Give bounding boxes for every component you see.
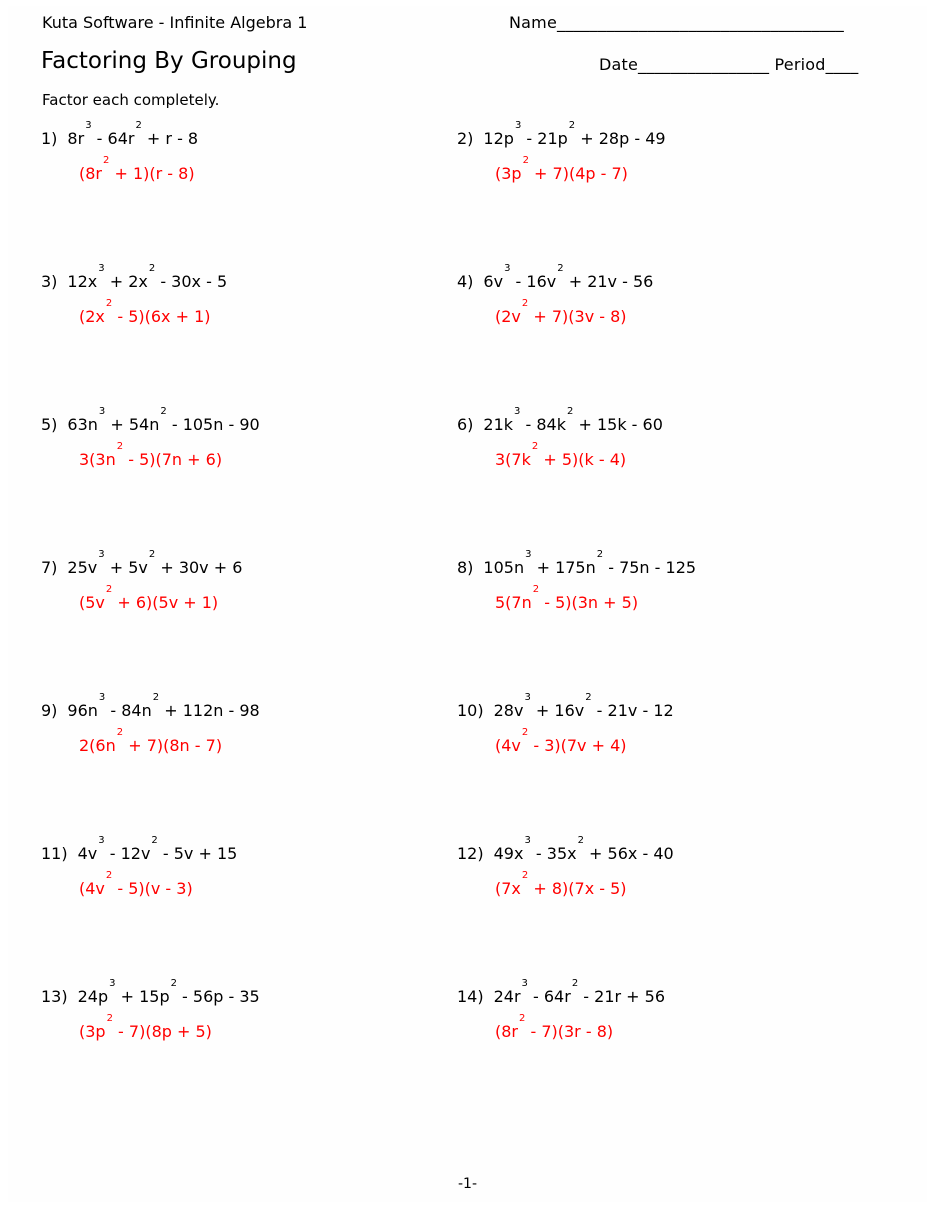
term: - 5)(6x + 1) (112, 307, 211, 326)
problem-14 (457, 978, 666, 1006)
problem-8 (457, 549, 697, 577)
problem-expression (67, 263, 228, 291)
exponent: 2 (531, 441, 539, 452)
term: + 15p (115, 987, 170, 1006)
answer-5 (79, 441, 223, 469)
term: - 30x - 5 (155, 272, 228, 291)
answer-9 (79, 727, 223, 755)
answer-14 (495, 1013, 614, 1041)
term: - 5v + 15 (157, 844, 238, 863)
answer-4 (495, 298, 627, 326)
term: 6v (483, 272, 504, 291)
term: + 5v (104, 558, 148, 577)
term: 3(7k (495, 450, 531, 469)
exponent: 3 (514, 406, 521, 417)
exponent: 2 (557, 263, 564, 274)
term: 105n (483, 558, 525, 577)
answer-13 (79, 1013, 212, 1041)
term: + 8)(7x - 5) (528, 879, 627, 898)
term: - 64r (91, 129, 135, 148)
term: + 112n - 98 (159, 701, 260, 720)
exponent: 2 (116, 441, 124, 452)
term: - 5)(3n + 5) (539, 593, 639, 612)
term: - 5)(7n + 6) (123, 450, 223, 469)
term: (3p (495, 164, 522, 183)
term: - 35x (530, 844, 577, 863)
term: - 21v - 12 (591, 701, 674, 720)
problem-number: 13) (41, 987, 68, 1006)
problem-11 (41, 835, 238, 863)
exponent: 3 (98, 835, 105, 846)
term: - 5)(v - 3) (112, 879, 193, 898)
exponent: 2 (571, 978, 579, 989)
term: + 175n (531, 558, 596, 577)
problem-expression (67, 406, 260, 434)
exponent: 3 (504, 263, 511, 274)
problem-number: 4) (457, 272, 474, 291)
problem-number: 9) (41, 701, 58, 720)
problem-expression (493, 692, 674, 720)
term: + 56x - 40 (583, 844, 674, 863)
problem-expression (77, 978, 260, 1006)
problem-9 (41, 692, 260, 720)
term: - 75n - 125 (603, 558, 697, 577)
term: + 16v (530, 701, 585, 720)
term: 24r (493, 987, 521, 1006)
problem-number: 2) (457, 129, 474, 148)
term: + 30v + 6 (155, 558, 243, 577)
problem-10 (457, 692, 674, 720)
problem-expression (483, 120, 666, 148)
term: 25v (67, 558, 98, 577)
term: 2(6n (79, 736, 116, 755)
term: 28v (493, 701, 524, 720)
term: + 54n (105, 415, 160, 434)
term: - 21r + 56 (578, 987, 666, 1006)
exponent: 3 (524, 835, 531, 846)
problem-expression (67, 549, 243, 577)
term: + 6)(5v + 1) (112, 593, 219, 612)
exponent: 2 (148, 549, 156, 560)
worksheet-title: Factoring By Grouping (41, 48, 297, 74)
exponent: 2 (596, 549, 604, 560)
term: + 2x (104, 272, 148, 291)
problem-expression (483, 406, 663, 434)
exponent: 2 (568, 120, 576, 131)
term: - 64r (527, 987, 571, 1006)
term: 49x (493, 844, 524, 863)
name-field-line: Name___________________________________ (509, 13, 845, 32)
exponent: 3 (98, 692, 106, 703)
term: 24p (77, 987, 109, 1006)
term: + 7)(4p - 7) (528, 164, 628, 183)
problem-4 (457, 263, 654, 291)
exponent: 3 (98, 549, 105, 560)
exponent: 2 (135, 120, 142, 131)
term: - 7)(3r - 8) (525, 1022, 614, 1041)
term: 12x (67, 272, 98, 291)
term: - 12v (104, 844, 151, 863)
problem-number: 6) (457, 415, 474, 434)
term: + 15k - 60 (573, 415, 663, 434)
answer-2 (495, 155, 628, 183)
problem-1 (41, 120, 199, 148)
exponent: 2 (152, 692, 160, 703)
exponent: 2 (151, 835, 158, 846)
exponent: 3 (524, 692, 531, 703)
exponent: 2 (521, 870, 529, 881)
answer-8 (495, 584, 639, 612)
problem-7 (41, 549, 243, 577)
exponent: 2 (106, 1013, 113, 1024)
problem-number: 10) (457, 701, 484, 720)
exponent: 2 (105, 298, 113, 309)
exponent: 2 (585, 692, 592, 703)
exponent: 2 (170, 978, 177, 989)
term: 63n (67, 415, 98, 434)
term: 5(7n (495, 593, 532, 612)
term: (2x (79, 307, 105, 326)
answer-12 (495, 870, 627, 898)
exponent: 2 (577, 835, 584, 846)
problem-number: 14) (457, 987, 484, 1006)
answer-3 (79, 298, 211, 326)
problem-expression (493, 835, 674, 863)
answer-7 (79, 584, 219, 612)
answer-11 (79, 870, 193, 898)
problem-13 (41, 978, 260, 1006)
term: (5v (79, 593, 105, 612)
exponent: 2 (148, 263, 156, 274)
answer-10 (495, 727, 627, 755)
term: (2v (495, 307, 521, 326)
problem-expression (67, 120, 199, 148)
problem-6 (457, 406, 663, 434)
exponent: 2 (521, 727, 529, 738)
problem-3 (41, 263, 228, 291)
exponent: 2 (103, 155, 110, 166)
exponent: 3 (514, 120, 522, 131)
term: - 56p - 35 (176, 987, 260, 1006)
term: (8r (495, 1022, 518, 1041)
exponent: 3 (85, 120, 92, 131)
answer-6 (495, 441, 627, 469)
problem-number: 1) (41, 129, 58, 148)
problem-expression (77, 835, 238, 863)
exponent: 2 (116, 727, 124, 738)
term: + 7)(8n - 7) (123, 736, 223, 755)
term: 96n (67, 701, 98, 720)
term: 4v (77, 844, 98, 863)
term: (4v (495, 736, 521, 755)
term: - 84n (105, 701, 152, 720)
term: (3p (79, 1022, 106, 1041)
date-period-line: Date________________ Period____ (599, 55, 859, 74)
term: + 5)(k - 4) (538, 450, 627, 469)
exponent: 3 (109, 978, 116, 989)
term: - 7)(8p + 5) (112, 1022, 212, 1041)
problem-number: 3) (41, 272, 58, 291)
exponent: 3 (98, 406, 106, 417)
exponent: 2 (519, 1013, 526, 1024)
term: (4v (79, 879, 105, 898)
term: 3(3n (79, 450, 116, 469)
problem-expression (493, 978, 666, 1006)
term: + r - 8 (141, 129, 199, 148)
term: + 7)(3v - 8) (528, 307, 627, 326)
term: + 28p - 49 (575, 129, 666, 148)
problem-expression (483, 263, 654, 291)
term: 12p (483, 129, 514, 148)
term: 21k (483, 415, 514, 434)
term: 8r (67, 129, 85, 148)
exponent: 3 (98, 263, 105, 274)
term: - 84k (520, 415, 566, 434)
exponent: 2 (105, 584, 113, 595)
answer-1 (79, 155, 195, 183)
problem-expression (67, 692, 260, 720)
problem-2 (457, 120, 666, 148)
problem-number: 8) (457, 558, 474, 577)
problem-number: 5) (41, 415, 58, 434)
problem-12 (457, 835, 674, 863)
term: + 1)(r - 8) (109, 164, 195, 183)
problem-number: 12) (457, 844, 484, 863)
term: + 21v - 56 (563, 272, 654, 291)
exponent: 3 (525, 549, 532, 560)
term: (7x (495, 879, 521, 898)
term: - 3)(7v + 4) (528, 736, 627, 755)
term: - 105n - 90 (166, 415, 260, 434)
exponent: 2 (521, 298, 529, 309)
problem-number: 11) (41, 844, 68, 863)
exponent: 2 (532, 584, 540, 595)
instructions: Factor each completely. (42, 91, 220, 109)
problem-number: 7) (41, 558, 58, 577)
exponent: 2 (567, 406, 574, 417)
exponent: 2 (522, 155, 529, 166)
software-label: Kuta Software - Infinite Algebra 1 (42, 13, 308, 32)
term: - 16v (510, 272, 557, 291)
term: (8r (79, 164, 102, 183)
problem-5 (41, 406, 260, 434)
exponent: 2 (105, 870, 113, 881)
page-number: -1- (457, 1176, 477, 1192)
exponent: 3 (521, 978, 528, 989)
exponent: 2 (160, 406, 167, 417)
problem-expression (483, 549, 697, 577)
term: - 21p (521, 129, 568, 148)
